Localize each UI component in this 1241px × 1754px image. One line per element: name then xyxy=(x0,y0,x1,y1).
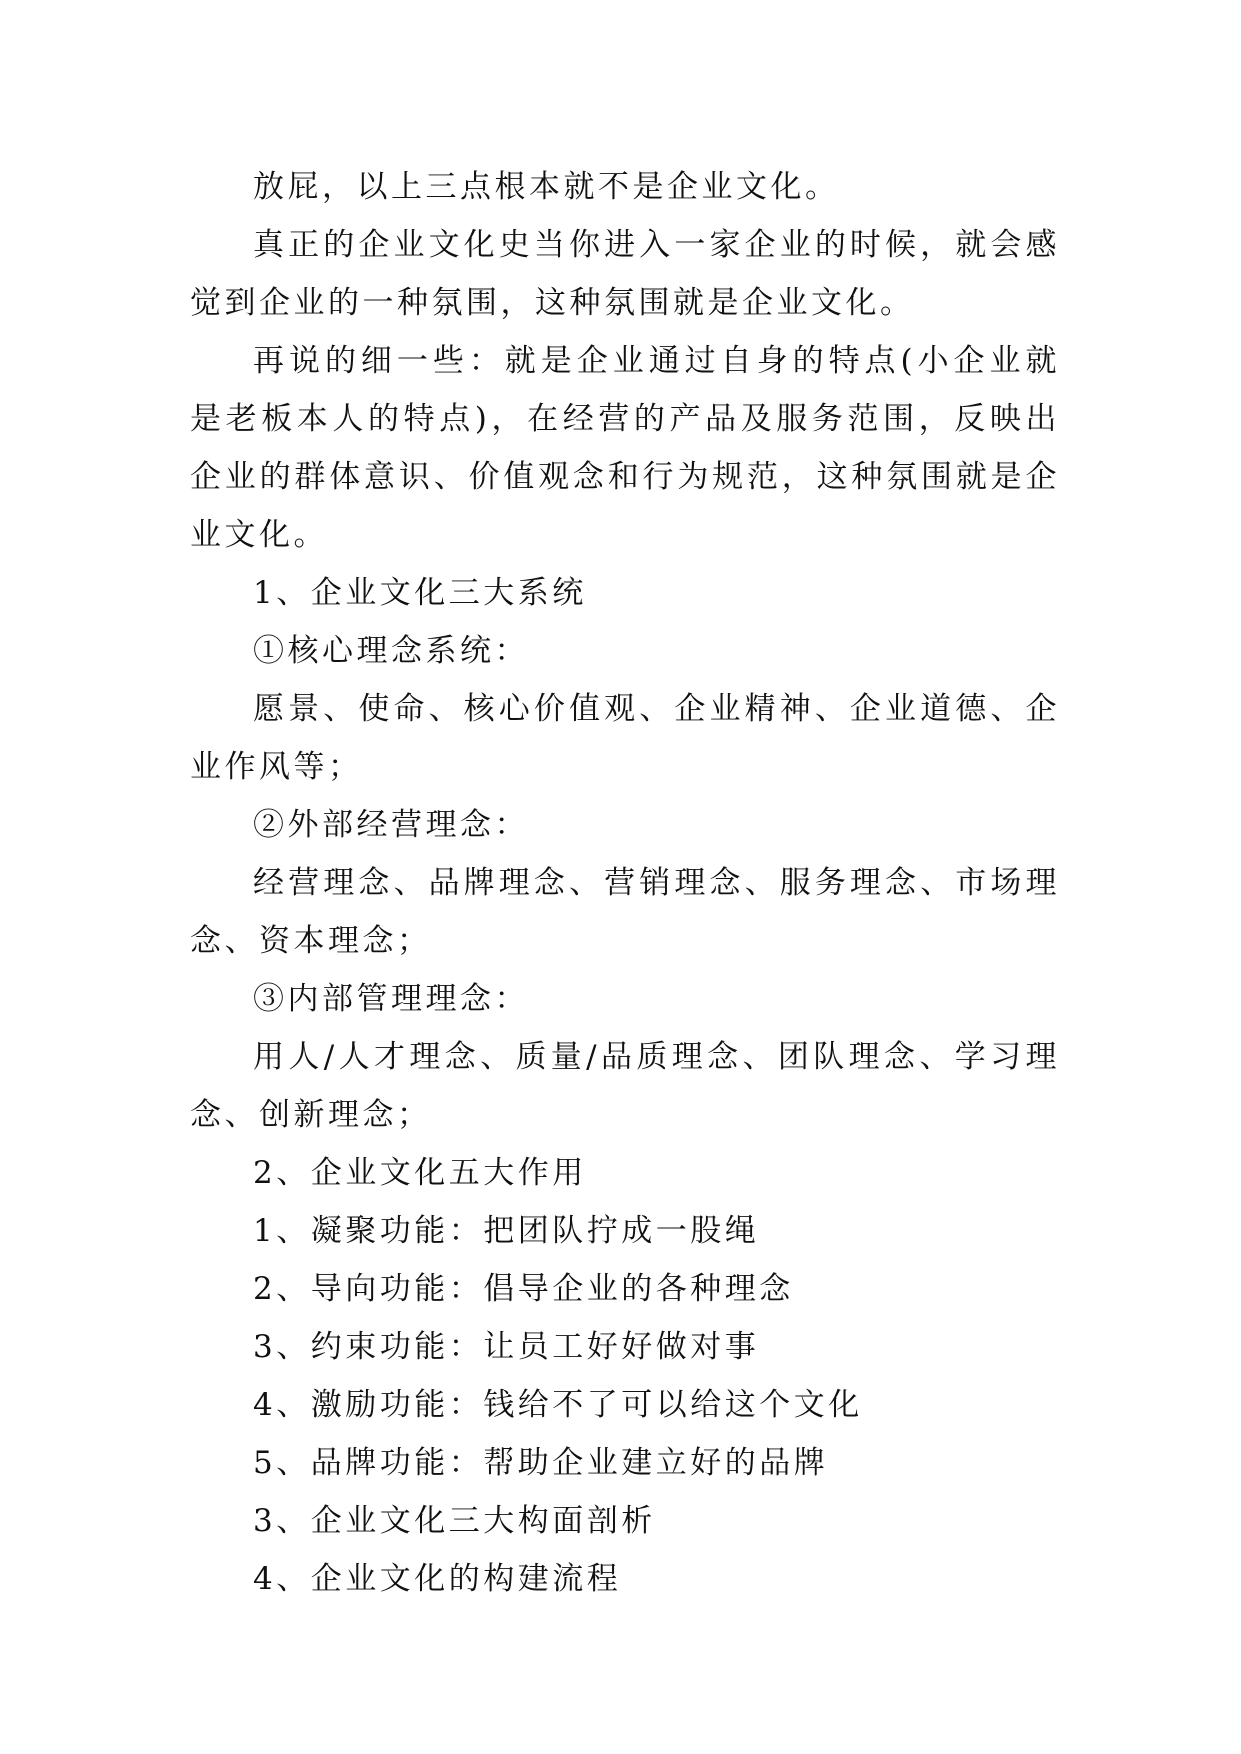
list-item-brand: 5、品牌功能：帮助企业建立好的品牌 xyxy=(253,1445,829,1481)
list-item-incentive: 4、激励功能：钱给不了可以给这个文化 xyxy=(253,1387,863,1423)
paragraph-core-concept-items: 愿景、使命、核心价值观、企业精神、企业道德、企业作风等； xyxy=(190,691,1060,785)
document-body xyxy=(190,158,1060,1608)
paragraph-intro-statement: 放屁，以上三点根本就不是企业文化。 xyxy=(253,169,840,205)
subheading-core-concept: ①核心理念系统： xyxy=(253,633,529,669)
heading-three-dimensions: 3、企业文化三大构面剖析 xyxy=(253,1503,656,1539)
heading-five-functions: 2、企业文化五大作用 xyxy=(253,1155,587,1191)
heading-build-process: 4、企业文化的构建流程 xyxy=(253,1561,622,1597)
heading-three-systems: 1、企业文化三大系统 xyxy=(253,575,587,611)
paragraph-external-concept-items: 经营理念、品牌理念、营销理念、服务理念、市场理念、资本理念； xyxy=(190,865,1060,959)
subheading-internal-concept: ③内部管理理念： xyxy=(253,981,529,1017)
list-item-cohesion: 1、凝聚功能：把团队拧成一股绳 xyxy=(253,1213,760,1249)
paragraph-internal-concept-items: 用人/人才理念、质量/品质理念、团队理念、学习理念、创新理念； xyxy=(190,1039,1060,1133)
list-item-restraint: 3、约束功能：让员工好好做对事 xyxy=(253,1329,760,1365)
list-item-guidance: 2、导向功能：倡导企业的各种理念 xyxy=(253,1271,794,1307)
paragraph-true-culture: 真正的企业文化史当你进入一家企业的时候，就会感觉到企业的一种氛围，这种氛围就是企业文化。 xyxy=(190,227,1060,321)
paragraph-detail: 再说的细一些：就是企业通过自身的特点(小企业就是老板本人的特点)，在经营的产品及服务范围，反映出企业的群体意识、价值观念和行为规范，这种氛围就是企业文化。 xyxy=(190,343,1060,553)
subheading-external-concept: ②外部经营理念： xyxy=(253,807,529,843)
